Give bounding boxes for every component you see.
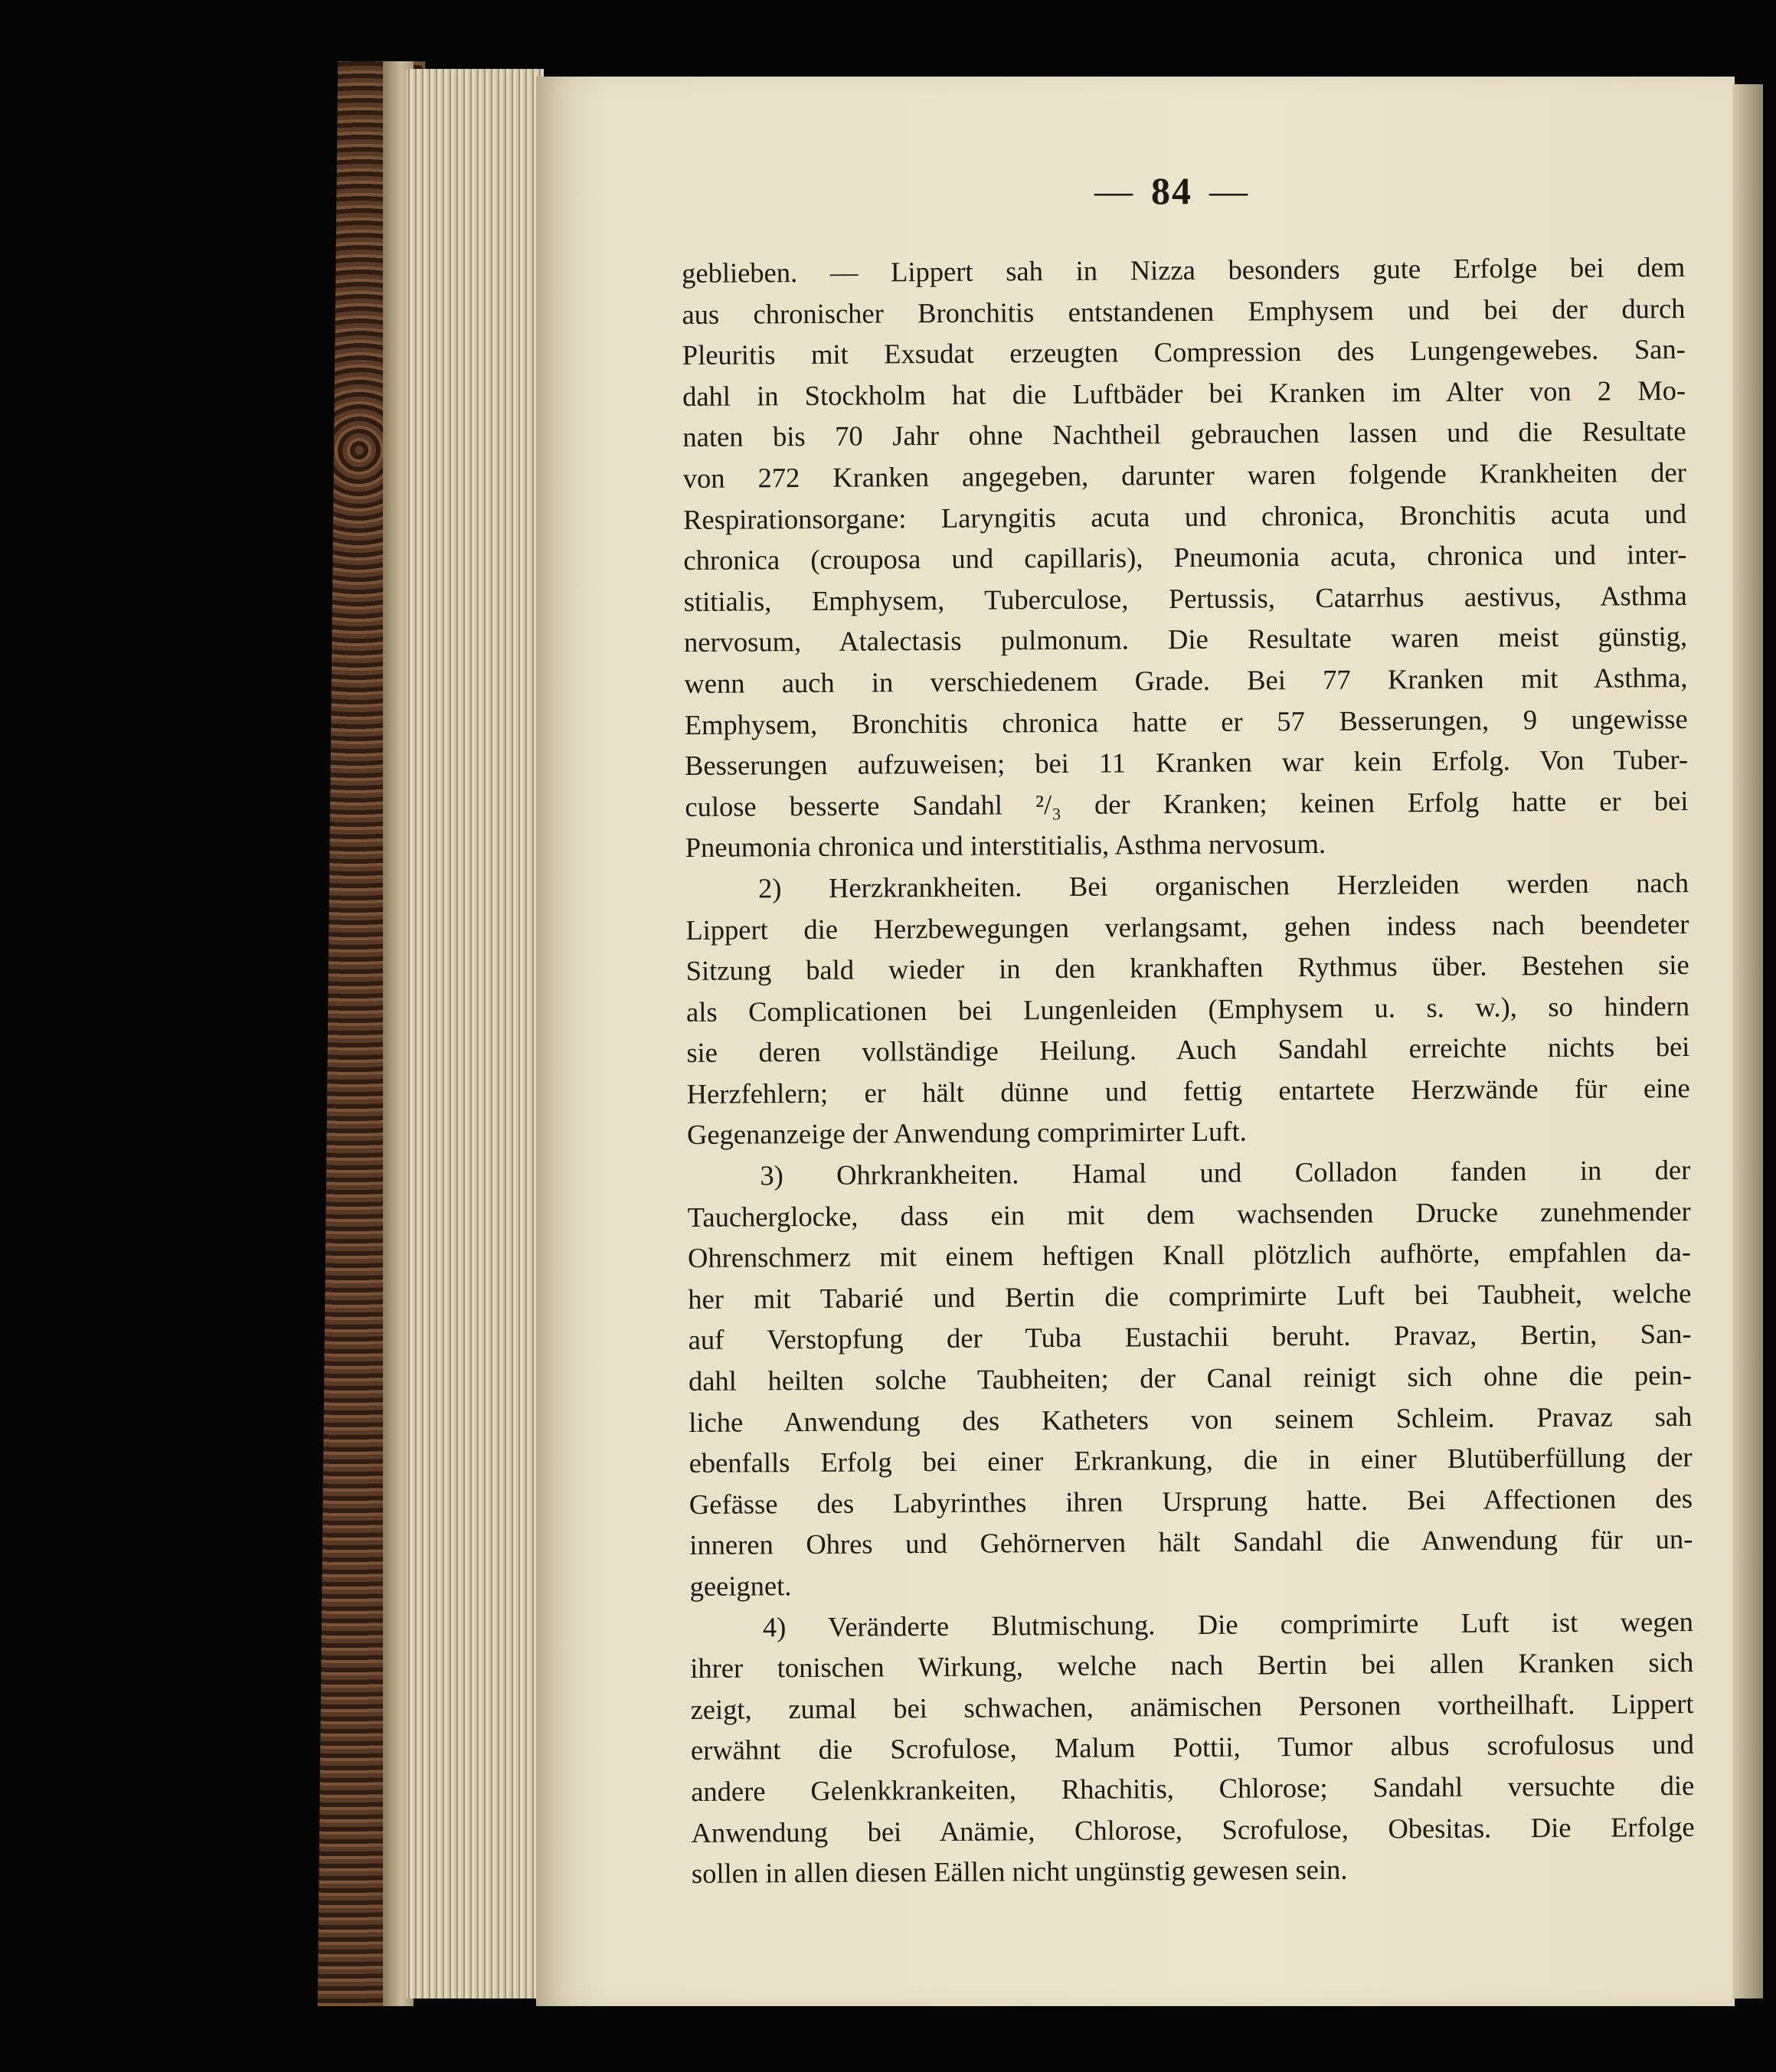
page-number [1057,168,1287,213]
text-line: dahl heilten solche Taubheiten; der Canal reinigt sich ohne die pein- [688,1359,1693,1397]
text-line: auf Verstopfung der Tuba Eustachii beruht. Pravaz, Bertin, San- [688,1318,1692,1356]
text-line: culose besserte Sandahl ²/₃ der Kranken; keinen Erfolg hatte er bei [685,784,1689,822]
text-line: als Complicationen bei Lungenleiden (Emphysem u. s. w.), so hindern [685,989,1690,1028]
text-line: 3) Ohrkrankheiten. Hamal und Colladon fanden in der [760,1154,1691,1191]
text-line: Gefässe des Labyrinthes ihren Ursprung hatte. Bei Affectionen des [688,1482,1693,1520]
text-line: sie deren vollständige Heilung. Auch Sandahl erreichte nichts bei [686,1031,1690,1069]
text-line: Taucherglocke, dass ein mit dem wachsenden Drucke zunehmender [687,1195,1691,1233]
text-line: von 272 Kranken angegeben, darunter waren folgende Krankheiten der [682,456,1686,494]
text-line: her mit Tabarié und Bertin die comprimirte Luft bei Taubheit, welche [688,1276,1692,1315]
text-line: aus chronischer Bronchitis entstandenen Emphysem und bei der durch [682,292,1686,330]
text-line: erwähnt die Scrofulose, Malum Pottii, Tumor albus scrofulosus und [690,1728,1695,1766]
text-line: nervosum, Atalectasis pulmonum. Die Resultate waren meist günstig, [683,620,1688,659]
text-line: Gegenanzeige der Anwendung comprimirter Luft. [686,1115,1247,1151]
text-line: 2) Herzkrankheiten. Bei organischen Herzleiden werden nach [757,866,1689,904]
page-number-dash-left: — [1094,169,1134,212]
text-line: dahl in Stockholm hat die Luftbäder bei Kranken im Alter von 2 Mo- [682,374,1686,412]
text-line: Herzfehlern; er hält dünne und fettig entartete Herzwände für eine [686,1071,1690,1110]
paragraph-p2 [685,862,1690,1155]
text-line: ebenfalls Erfolg bei einer Erkrankung, die in einer Blutüberfüllung der [688,1441,1693,1479]
text-line: Lippert die Herzbewegungen verlangsamt, gehen indess nach beendeter [685,907,1689,946]
page-stack-edges [406,69,544,1998]
text-line: stitialis, Emphysem, Tuberculose, Pertussis, Catarrhus aestivus, Asthma [683,579,1687,617]
text-line: wenn auch in verschiedenem Grade. Bei 77 Kranken mit Asthma, [684,661,1688,699]
text-line: liche Anwendung des Katheters von seinem Schleim. Pravaz sah [688,1400,1693,1438]
text-line: Emphysem, Bronchitis chronica hatte er 57 Besserungen, 9 ungewisse [684,702,1688,740]
page-number-dash-right: — [1209,169,1249,212]
body-text [682,247,1695,1894]
text-line: sollen in allen diesen Eällen nicht ungünstig gewesen sein. [691,1853,1348,1890]
paragraph-p3 [687,1149,1693,1607]
text-line: chronica (crouposa und capillaris), Pneumonia acuta, chronica und inter- [683,538,1687,577]
page-fore-edge [1732,84,1763,1998]
paragraph-p4 [690,1601,1695,1894]
text-line: zeigt, zumal bei schwachen, anämischen Personen vortheilhaft. Lippert [690,1687,1694,1725]
text-line: Anwendung bei Anämie, Chlorose, Scrofulose, Obesitas. Die Erfolge [691,1810,1695,1848]
text-line: 4) Veränderte Blutmischung. Die comprimirte Luft ist wegen [762,1605,1694,1642]
page-number-value: 84 [1151,169,1192,212]
text-line: inneren Ohres und Gehörnerven hält Sandahl die Anwendung für un- [689,1523,1693,1561]
text-line: naten bis 70 Jahr ohne Nachtheil gebrauchen lassen und die Resultate [682,415,1686,453]
text-line: Pleuritis mit Exsudat erzeugten Compression des Lungengewebes. San- [682,333,1686,371]
text-line: geeignet. [689,1570,792,1602]
text-line: Pneumonia chronica und interstitialis, Asthma nervosum. [685,828,1326,864]
paragraph-p1 [682,247,1689,868]
text-line: andere Gelenkkrankeiten, Rhachitis, Chlorose; Sandahl versuchte die [691,1769,1695,1807]
text-line: Ohrenschmerz mit einem heftigen Knall plötzlich aufhörte, empfahlen da- [687,1236,1692,1274]
text-line: Respirationsorgane: Laryngitis acuta und chronica, Bronchitis acuta und [683,497,1687,535]
text-line: Sitzung bald wieder in den krankhaften Rythmus über. Bestehen sie [685,949,1689,987]
text-line: ihrer tonischen Wirkung, welche nach Bertin bei allen Kranken sich [690,1646,1694,1685]
text-line: geblieben. — Lippert sah in Nizza besonders gute Erfolge bei dem [682,250,1686,289]
text-line: Besserungen aufzuweisen; bei 11 Kranken war kein Erfolg. Von Tuber- [684,744,1689,782]
